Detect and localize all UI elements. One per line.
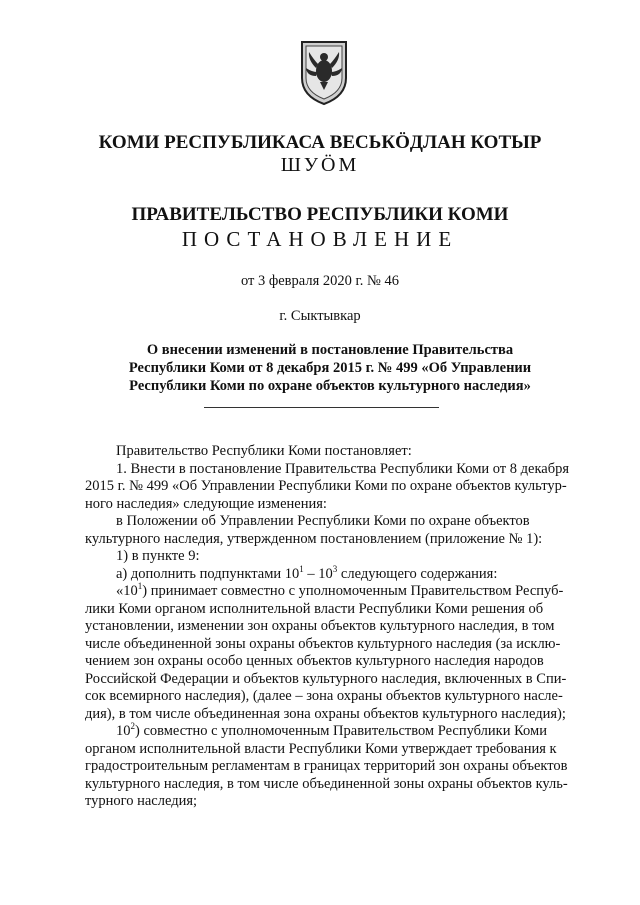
body-line: дия), в том числе объединенная зона охраны объектов культурного наследия); xyxy=(85,705,566,722)
body-line: установлении, изменении зон охраны объектов культурного наследия, в том xyxy=(85,618,555,634)
body-paragraph: 1) в пункте 9: xyxy=(116,548,200,564)
body-line: градостроительным регламентам в границах территорий зон охраны объектов xyxy=(85,758,568,774)
document-date: от 3 февраля 2020 г. № 46 xyxy=(240,273,400,289)
body-line: 2015 г. № 499 «Об Управлении Республики Коми по охране объектов культур- xyxy=(85,478,567,494)
resolution-label: ПОСТАНОВЛЕНИЕ xyxy=(181,227,459,251)
body-paragraph: Правительство Республики Коми постановляет: xyxy=(116,443,412,459)
body-paragraph: а) дополнить подпунктами $10^1 - 10^3$ следующего содержания: xyxy=(116,563,498,582)
body-line: Российской Федерации и объектов культурного наследия, включенных в Спи- xyxy=(85,670,567,687)
body-line: культурного наследия, в том числе объединенной зоны охраны объектов куль- xyxy=(85,775,568,792)
body-line: турного наследия; xyxy=(85,793,198,809)
body-paragraph: в Положении об Управлении Республики Коми по охране объектов xyxy=(116,513,530,529)
document-title xyxy=(105,341,555,395)
body-line: органом исполнительной власти Республики Коми утверждает требования к xyxy=(85,740,557,757)
body-line: лики Коми органом исполнительной власти Республики Коми решения об xyxy=(85,600,544,617)
document-body xyxy=(85,443,590,811)
coat-of-arms-emblem xyxy=(298,38,350,106)
body-line: числе объединенной зоны охраны объектов культурного наследия (за исклю- xyxy=(85,635,561,652)
komi-government-name: КОМИ РЕСПУБЛИКАСА ВЕСЬКӦДЛАН КОТЫР xyxy=(98,132,542,153)
government-name: ПРАВИТЕЛЬСТВО РЕСПУБЛИКИ КОМИ xyxy=(131,204,509,225)
title-line: Республики Коми от 8 декабря 2015 г. № 499 «Об Управлении xyxy=(128,360,532,376)
title-line: О внесении изменений в постановление Правительства xyxy=(146,342,514,358)
document-city: г. Сыктывкар xyxy=(279,308,361,324)
body-line: сок всемирного наследия), (далее – зона охраны объектов культурного насле- xyxy=(85,688,563,704)
body-paragraph: $10^2$) совместно с уполномоченным Правительством Республики Коми xyxy=(116,721,547,739)
body-paragraph: «$10^1$) принимает совместно с уполномоченным Правительством Респуб- xyxy=(116,581,564,599)
body-line: чением зон охраны особо ценных объектов культурного наследия народов xyxy=(85,653,544,669)
body-line: культурного наследия, утвержденном постановлением (приложение № 1): xyxy=(85,530,543,547)
title-line: Республики Коми по охране объектов культурного наследия» xyxy=(129,378,531,394)
komi-resolution-label: ШУӦМ xyxy=(280,154,360,176)
body-paragraph: 1. Внести в постановление Правительства Республики Коми от 8 декабря xyxy=(116,460,570,477)
body-line: ного наследия» следующие изменения: xyxy=(85,495,327,512)
title-divider xyxy=(204,407,439,408)
